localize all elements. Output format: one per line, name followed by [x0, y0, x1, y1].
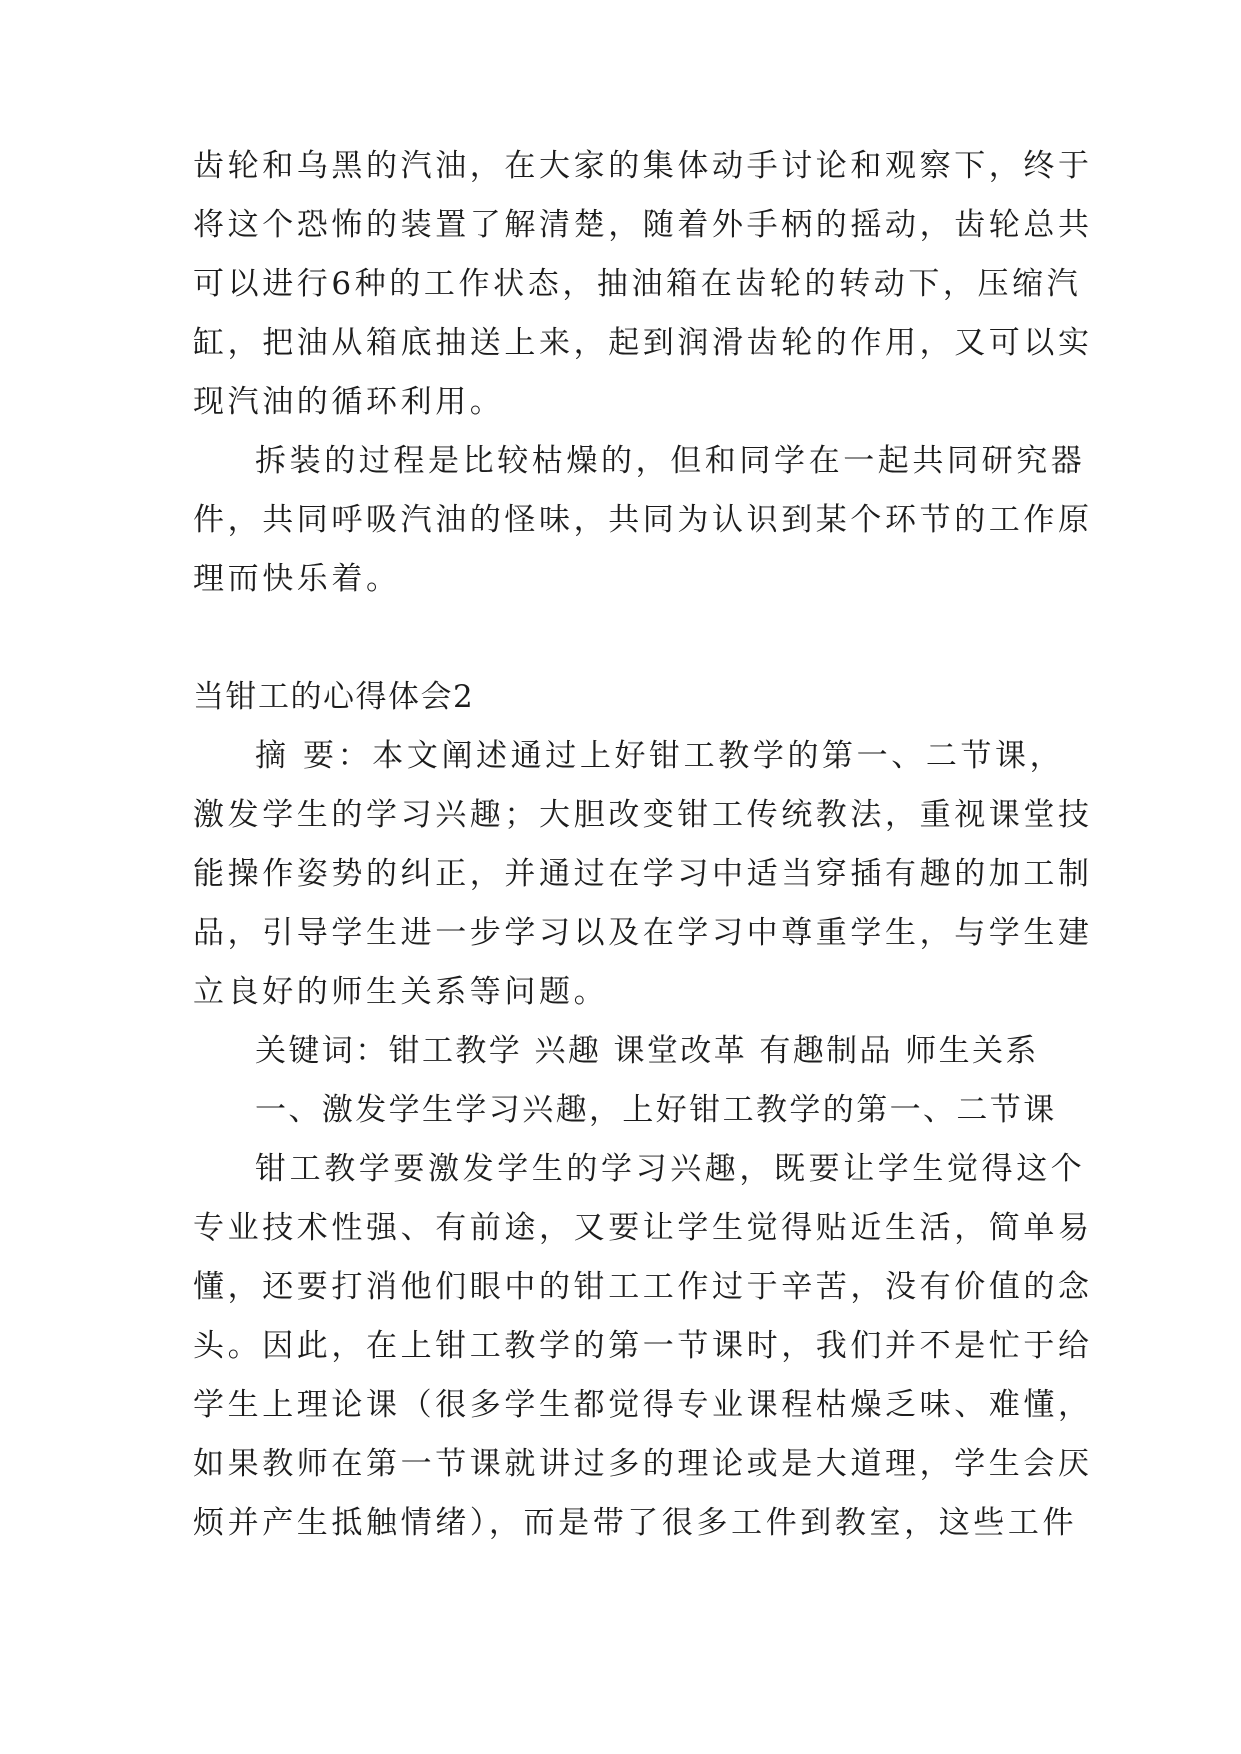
body-line: 如果教师在第一节课就讲过多的理论或是大道理，学生会厌 — [193, 1446, 1093, 1482]
abstract-line: 品，引导学生进一步学习以及在学习中尊重学生，与学生建 — [193, 915, 1093, 951]
abstract-line: 能操作姿势的纠正，并通过在学习中适当穿插有趣的加工制 — [193, 856, 1093, 892]
paragraph-line: 现汽油的循环利用。 — [193, 384, 505, 420]
body-line: 头。因此，在上钳工教学的第一节课时，我们并不是忙于给 — [193, 1328, 1093, 1364]
abstract-line: 激发学生的学习兴趣；大胆改变钳工传统教法，重视课堂技 — [193, 797, 1093, 833]
paragraph-line: 缸，把油从箱底抽送上来，起到润滑齿轮的作用，又可以实 — [193, 325, 1093, 361]
body-line: 专业技术性强、有前途，又要让学生觉得贴近生活，简单易 — [193, 1210, 1093, 1246]
body-line: 钳工教学要激发学生的学习兴趣，既要让学生觉得这个 — [255, 1151, 1086, 1187]
abstract-line: 摘 要：本文阐述通过上好钳工教学的第一、二节课， — [255, 738, 1065, 774]
keywords-line: 关键词：钳工教学 兴趣 课堂改革 有趣制品 师生关系 — [255, 1033, 1039, 1069]
paragraph-line: 将这个恐怖的装置了解清楚，随着外手柄的摇动，齿轮总共 — [193, 207, 1093, 243]
paragraph-line: 理而快乐着。 — [193, 561, 401, 597]
abstract-line: 立良好的师生关系等问题。 — [193, 974, 609, 1010]
paragraph-line: 拆装的过程是比较枯燥的，但和同学在一起共同研究器 — [255, 443, 1086, 479]
subheading: 一、激发学生学习兴趣，上好钳工教学的第一、二节课 — [255, 1092, 1057, 1128]
paragraph-line: 齿轮和乌黑的汽油，在大家的集体动手讨论和观察下，终于 — [193, 148, 1093, 184]
section-title: 当钳工的心得体会2 — [193, 679, 475, 715]
body-line: 懂，还要打消他们眼中的钳工工作过于辛苦，没有价值的念 — [193, 1269, 1093, 1305]
paragraph-line: 件，共同呼吸汽油的怪味，共同为认识到某个环节的工作原 — [193, 502, 1093, 538]
body-line: 学生上理论课（很多学生都觉得专业课程枯燥乏味、难懂， — [193, 1387, 1093, 1423]
paragraph-line: 可以进行6种的工作状态，抽油箱在齿轮的转动下，压缩汽 — [193, 266, 1082, 302]
body-line: 烦并产生抵触情绪），而是带了很多工件到教室，这些工件 — [193, 1505, 1078, 1541]
